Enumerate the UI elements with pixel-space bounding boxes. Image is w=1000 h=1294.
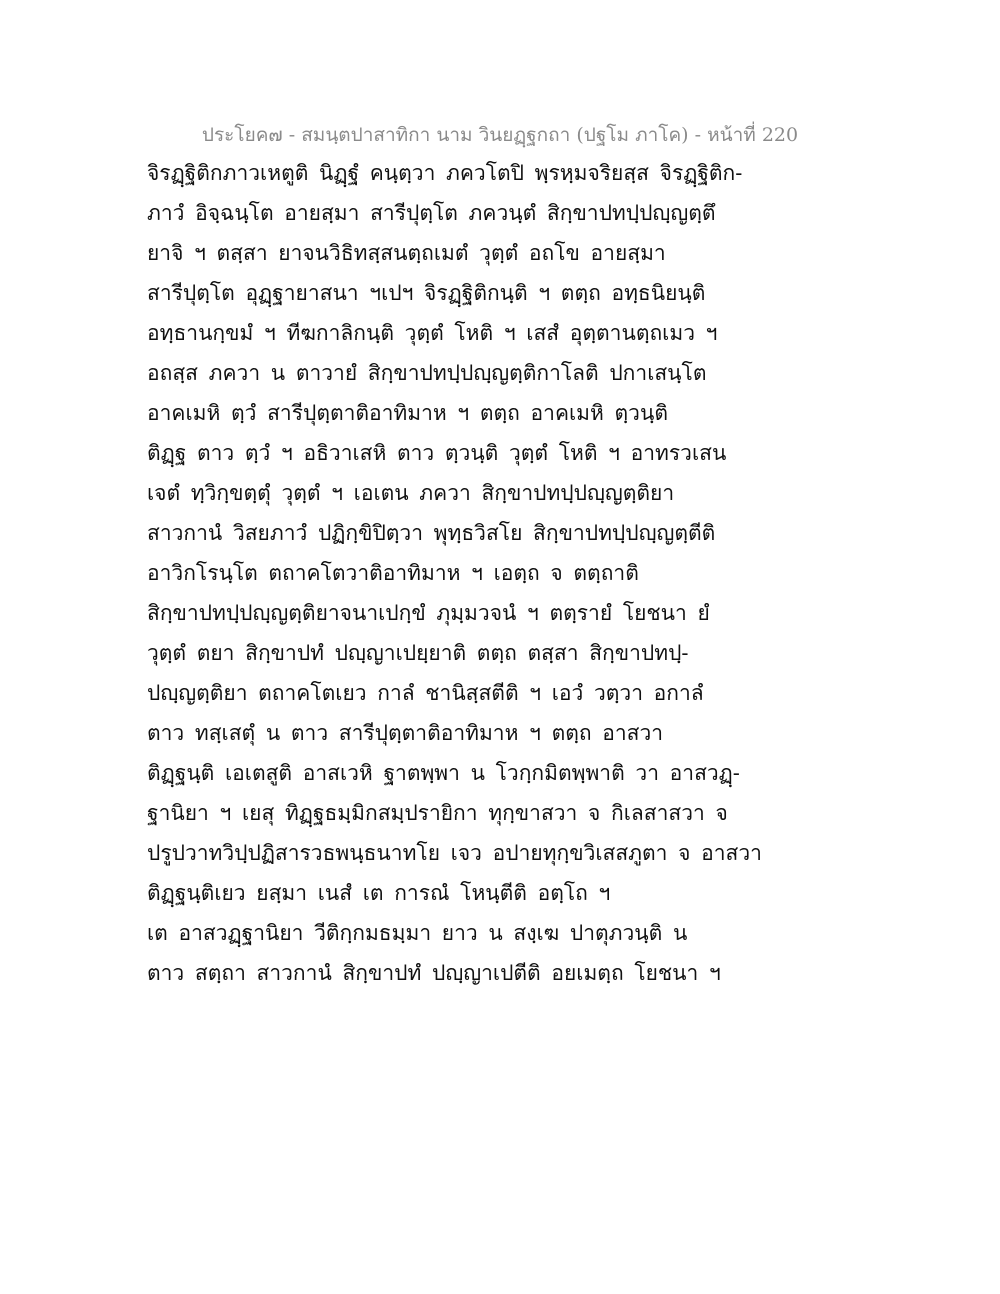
text-line: จิรฏฺฐิติกภาวเหตูติ นิฏฺฐํ คนฺตฺวา ภควโตปิ พฺรหฺมจริยสฺส จิรฏฺฐิติก- xyxy=(147,161,743,185)
text-line: ตาว สตฺถา สาวกานํ สิกฺขาปทํ ปญฺญาเปตีติ อยเมตฺถ โยชนา ฯ xyxy=(147,961,721,985)
text-line: อทฺธานกฺขมํ ฯ ทีฆกาลิกนฺติ วุตฺตํ โหติ ฯ เสสํ อุตฺตานตฺถเมว ฯ xyxy=(147,321,718,345)
text-line: ปรูปวาทวิปฺปฏิสารวธพนฺธนาทโย เจว อปายทุกฺขวิเสสภูตา จ อาสวา xyxy=(147,841,762,865)
text-line: สารีปุตฺโต อุฏฺฐายาสนา ฯเปฯ จิรฏฺฐิติกนฺติ ฯ ตตฺถ อทฺธนิยนฺติ xyxy=(147,281,706,305)
text-line: อาวิกโรนฺโต ตถาคโตวาติอาทิมาห ฯ เอตฺถ จ ตตฺถาติ xyxy=(147,561,639,585)
text-line: อถสฺส ภควา น ตาวายํ สิกฺขาปทปฺปญฺญตฺติกาโลติ ปกาเสนฺโต xyxy=(147,361,707,385)
text-line: เจตํ ทฺวิกฺขตฺตุํ วุตฺตํ ฯ เอเตน ภควา สิกฺขาปทปฺปญฺญตฺติยา xyxy=(147,481,675,505)
text-line: เต อาสวฏฺฐานิยา วีติกฺกมธมฺมา ยาว น สงฺเฆ ปาตุภวนฺติ น xyxy=(147,921,688,945)
text-line: ยาจิ ฯ ตสฺสา ยาจนวิธิทสฺสนตฺถเมตํ วุตฺตํ อถโข อายสฺมา xyxy=(147,241,666,265)
text-line: ติฏฺฐ ตาว ตฺวํ ฯ อธิวาเสหิ ตาว ตฺวนฺติ วุตฺตํ โหติ ฯ อาทรวเสน xyxy=(147,441,727,465)
text-line: ติฏฺฐนฺติ เอเตสูติ อาสเวหิ ฐาตพฺพา น โวกฺกมิตพฺพาติ วา อาสวฏฺ- xyxy=(147,761,740,785)
running-header: ประโยค๗ - สมนฺตปาสาทิกา นาม วินยฏฺฐกถา (ปฐโม ภาโค) - หน้าที่ 220 xyxy=(201,124,799,146)
text-line: ภาวํ อิจฺฉนฺโต อายสฺมา สารีปุตฺโต ภควนฺตํ สิกฺขาปทปฺปญฺญตฺตึ xyxy=(147,201,716,225)
text-line: ปญฺญตฺติยา ตถาคโตเยว กาลํ ชานิสฺสตีติ ฯ เอวํ วตฺวา อกาลํ xyxy=(147,681,704,705)
text-line: อาคเมหิ ตฺวํ สารีปุตฺตาติอาทิมาห ฯ ตตฺถ อาคเมหิ ตฺวนฺติ xyxy=(147,401,668,425)
text-line: สิกฺขาปทปฺปญฺญตฺติยาจนาเปกฺขํ ภุมฺมวจนํ ฯ ตตฺรายํ โยชนา ยํ xyxy=(147,601,710,625)
text-line: สาวกานํ วิสยภาวํ ปฏิกฺขิปิตฺวา พุทฺธวิสโย สิกฺขาปทปฺปญฺญตฺตีติ xyxy=(147,521,716,545)
text-line: ติฏฺฐนฺติเยว ยสฺมา เนสํ เต การณํ โหนฺตีติ อตฺโถ ฯ xyxy=(147,881,611,905)
text-line: วุตฺตํ ตยา สิกฺขาปทํ ปญฺญาเปยฺยาติ ตตฺถ ตสฺสา สิกฺขาปทปฺ- xyxy=(147,641,689,665)
body-text xyxy=(147,157,762,997)
text-line: ฐานิยา ฯ เยสุ ทิฏฺฐธมฺมิกสมฺปรายิกา ทุกฺขาสวา จ กิเลสาสวา จ xyxy=(147,801,728,825)
text-line: ตาว ทสฺเสตุํ น ตาว สารีปุตฺตาติอาทิมาห ฯ ตตฺถ อาสวา xyxy=(147,721,664,745)
